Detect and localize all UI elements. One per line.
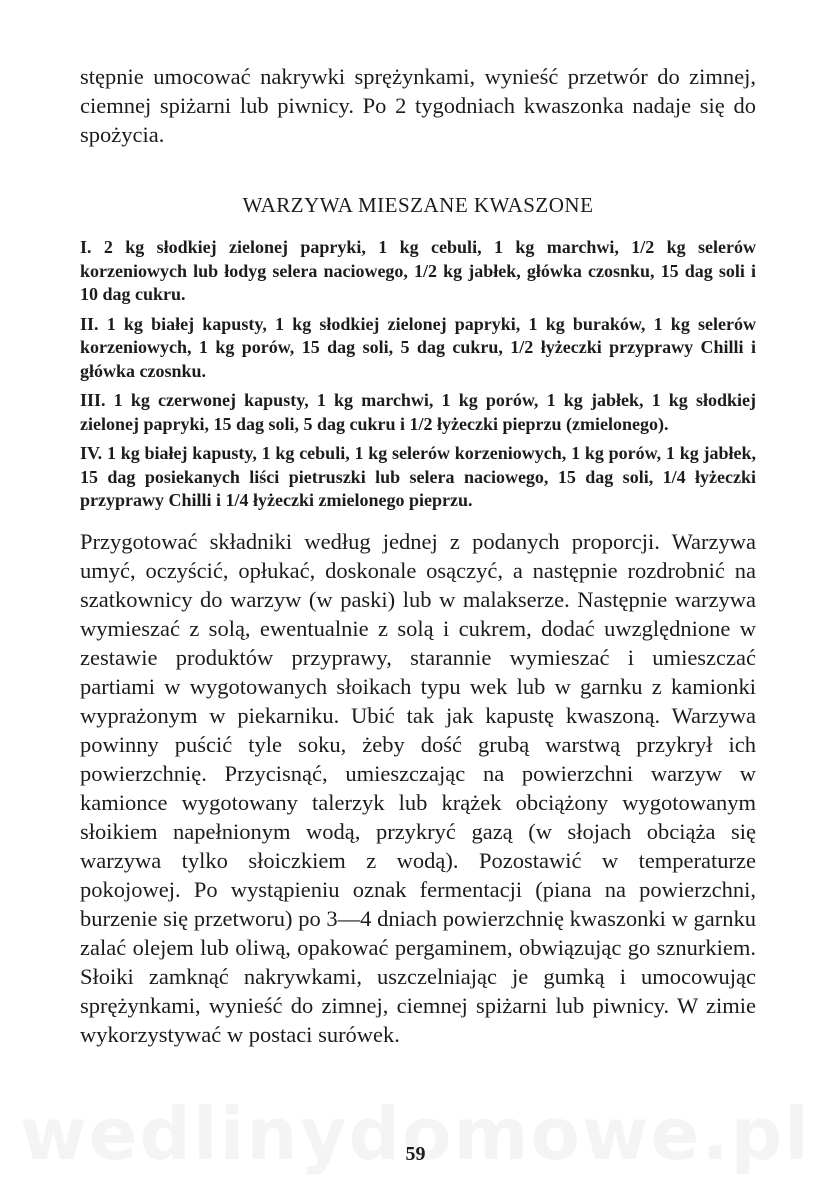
ingredient-variant-3: III. 1 kg czerwonej kapusty, 1 kg marchwi, 1 kg porów, 1 kg jabłek, 1 kg słodkiej zielonej papryki, 15 dag soli, 5 dag cukru i 1/2 łyżeczki pieprzu (zmielonego). (80, 390, 756, 434)
page-number: 59 (405, 1143, 426, 1165)
section-title: WARZYWA MIESZANE KWASZONE (242, 193, 594, 217)
document-page (80, 62, 756, 1049)
ingredient-variant-2: II. 1 kg białej kapusty, 1 kg słodkiej zielonej papryki, 1 kg buraków, 1 kg selerów korzeniowych, 1 kg porów, 15 dag soli, 5 dag cukru, 1/2 łyżeczki przyprawy Chilli i główka czosnku. (80, 313, 756, 381)
intro-paragraph: stępnie umocować nakrywki sprężynkami, wynieść przetwór do zimnej, ciemnej spiżarni lub piwnicy. Po 2 tygodniach kwaszonka nadaje się do spożycia. (80, 64, 756, 147)
method-paragraph: Przygotować składniki według jednej z podanych proporcji. Warzywa umyć, oczyścić, opłukać, doskonale osączyć, a następnie rozdrobnić na szatkownicy do warzyw (w paski) lub w malakserze. Następnie warzywa wymieszać z solą, ewentualnie z solą i cukrem, dodać uwzględnione w zestawie produktów przyprawy, starannie wymieszać i umieszczać partiami w wygotowanych słoikach typu wek lub w garnku z kamionki wyprażonym w piekarniku. Ubić tak jak kapustę kwaszoną. Warzywa powinny puścić tyle soku, żeby dość grubą warstwą przykrył ich powierzchnię. Przycisnąć, umieszczając na powierzchni warzyw w kamionce wygotowany talerzyk lub krążek obciążony wygotowanym słoikiem napełnionym wodą, przykryć gazą (w słojach obciąża się warzywa tylko słoiczkiem z wodą). Pozostawić w temperaturze pokojowej. Po wystąpieniu oznak fermentacji (piana na powierzchni, burzenie się przetworu) po 3—4 dniach powierzchnię kwaszonki w garnku zalać olejem lub oliwą, opakować pergaminem, obwiązując go sznurkiem. Słoiki zamknąć nakrywkami, uszczelniając je gumką i umocowując sprężynkami, wynieść do zimnej, ciemnej spiżarni lub piwnicy. W zimie wykorzystywać w postaci surówek. (80, 528, 756, 1047)
ingredient-variant-4: IV. 1 kg białej kapusty, 1 kg cebuli, 1 kg selerów korzeniowych, 1 kg porów, 1 kg jabłek, 15 dag posiekanych liści pietruszki lub selera naciowego, 15 dag soli, 1/4 łyżeczki przyprawy Chilli i 1/4 łyżeczki zmielonego pieprzu. (80, 443, 756, 510)
ingredient-variant-1: I. 2 kg słodkiej zielonej papryki, 1 kg cebuli, 1 kg marchwi, 1/2 kg selerów korzeniowych lub łodyg selera naciowego, 1/2 kg jabłek, główka czosnku, 15 dag soli i 10 dag cukru. (80, 237, 756, 304)
ingredient-variants-list (80, 236, 756, 513)
